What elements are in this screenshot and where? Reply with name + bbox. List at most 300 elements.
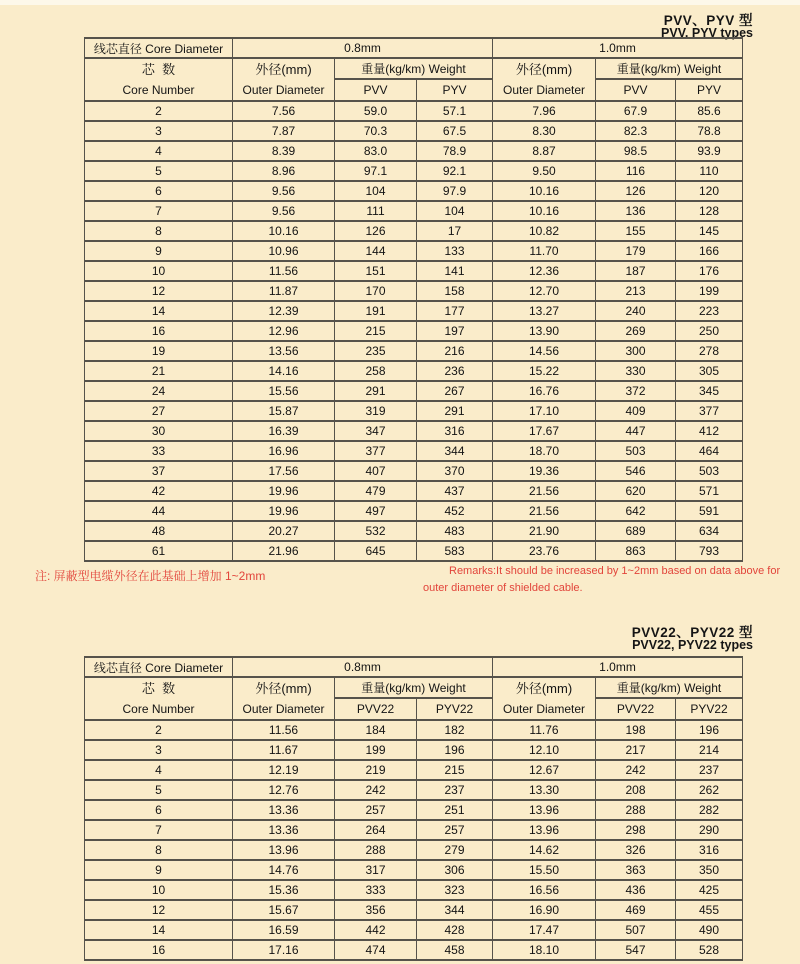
table-cell: 170 <box>335 281 417 301</box>
table-cell: 12.10 <box>493 740 596 760</box>
table-row <box>85 840 743 860</box>
header-size-1-0mm: 1.0mm <box>493 38 743 58</box>
table-cell: 242 <box>596 760 676 780</box>
table-row <box>85 780 743 800</box>
table-cell: 98.5 <box>596 141 676 161</box>
table-cell: 27 <box>85 401 233 421</box>
table-cell: 187 <box>596 261 676 281</box>
table-cell: 179 <box>596 241 676 261</box>
header-pvv-a: PVV <box>335 79 417 101</box>
table-cell: 184 <box>335 720 417 740</box>
table-row <box>85 481 743 501</box>
table-cell: 111 <box>335 201 417 221</box>
table-cell: 455 <box>676 900 743 920</box>
table-cell: 16.39 <box>233 421 335 441</box>
table-cell: 278 <box>676 341 743 361</box>
table-cell: 16.56 <box>493 880 596 900</box>
table2-body <box>85 720 743 960</box>
table-row <box>85 900 743 920</box>
table-cell: 689 <box>596 521 676 541</box>
header-outer-diameter-a-en: Outer Diameter <box>242 82 325 97</box>
table-cell: 18.10 <box>493 940 596 960</box>
table-cell: 9 <box>85 241 233 261</box>
table-cell: 217 <box>596 740 676 760</box>
table-cell: 15.56 <box>233 381 335 401</box>
table-cell: 474 <box>335 940 417 960</box>
table-cell: 57.1 <box>417 101 493 121</box>
table-cell: 344 <box>417 900 493 920</box>
table-cell: 11.67 <box>233 740 335 760</box>
table-cell: 370 <box>417 461 493 481</box>
table-cell: 282 <box>676 800 743 820</box>
table-row <box>85 321 743 341</box>
table-cell: 10.96 <box>233 241 335 261</box>
table-cell: 208 <box>596 780 676 800</box>
table-cell: 19 <box>85 341 233 361</box>
table-cell: 10 <box>85 261 233 281</box>
table-cell: 8.39 <box>233 141 335 161</box>
table-row <box>85 121 743 141</box>
table-cell: 93.9 <box>676 141 743 161</box>
table-cell: 251 <box>417 800 493 820</box>
table-cell: 319 <box>335 401 417 421</box>
table-cell: 532 <box>335 521 417 541</box>
table-cell: 8.96 <box>233 161 335 181</box>
table-cell: 144 <box>335 241 417 261</box>
table-cell: 9.50 <box>493 161 596 181</box>
table-cell: 18.70 <box>493 441 596 461</box>
table-cell: 4 <box>85 141 233 161</box>
header-row-sizes <box>85 38 743 58</box>
table-cell: 44 <box>85 501 233 521</box>
table-cell: 166 <box>676 241 743 261</box>
table-cell: 19.96 <box>233 481 335 501</box>
table-cell: 377 <box>676 401 743 421</box>
table-cell: 83.0 <box>335 141 417 161</box>
table-row <box>85 421 743 441</box>
table-cell: 257 <box>417 820 493 840</box>
table-cell: 11.56 <box>233 261 335 281</box>
header-size-0-8mm: 0.8mm <box>233 38 493 58</box>
note-en: Remarks:It should be increased by 1~2mm based on data above for outer diameter of shielded cable. <box>423 565 781 594</box>
table-cell: 528 <box>676 940 743 960</box>
table-cell: 269 <box>596 321 676 341</box>
table-cell: 583 <box>417 541 493 561</box>
table-cell: 48 <box>85 521 233 541</box>
table-cell: 199 <box>676 281 743 301</box>
header-outer-diameter-a-zh: 外径(mm) <box>255 680 312 696</box>
table-cell: 10.16 <box>493 181 596 201</box>
header-row-sizes <box>85 657 743 677</box>
spec-table-pvv-pyv <box>84 37 743 562</box>
table-cell: 8 <box>85 221 233 241</box>
table-cell: 291 <box>417 401 493 421</box>
table-cell: 288 <box>596 800 676 820</box>
header-core-number <box>85 677 233 720</box>
table-cell: 223 <box>676 301 743 321</box>
table-cell: 12.96 <box>233 321 335 341</box>
table-row <box>85 880 743 900</box>
table-cell: 436 <box>596 880 676 900</box>
table-cell: 7.87 <box>233 121 335 141</box>
header-weight-b: 重量(kg/km) Weight <box>596 58 743 79</box>
table-cell: 215 <box>417 760 493 780</box>
table-row <box>85 541 743 561</box>
table-cell: 326 <box>596 840 676 860</box>
table-row <box>85 521 743 541</box>
table-cell: 257 <box>335 800 417 820</box>
table-cell: 214 <box>676 740 743 760</box>
table-cell: 591 <box>676 501 743 521</box>
table-cell: 258 <box>335 361 417 381</box>
table-cell: 793 <box>676 541 743 561</box>
table-cell: 15.36 <box>233 880 335 900</box>
table-cell: 216 <box>417 341 493 361</box>
table-cell: 15.22 <box>493 361 596 381</box>
table-cell: 356 <box>335 900 417 920</box>
table-cell: 158 <box>417 281 493 301</box>
header-outer-diameter-b-en: Outer Diameter <box>502 701 586 716</box>
table-cell: 642 <box>596 501 676 521</box>
table-cell: 15.50 <box>493 860 596 880</box>
table-cell: 199 <box>335 740 417 760</box>
table-cell: 571 <box>676 481 743 501</box>
header-outer-diameter-b <box>493 58 596 101</box>
table-cell: 412 <box>676 421 743 441</box>
table-cell: 8 <box>85 840 233 860</box>
table-row <box>85 161 743 181</box>
header-outer-diameter-a <box>233 677 335 720</box>
table-cell: 350 <box>676 860 743 880</box>
table-cell: 409 <box>596 401 676 421</box>
table-cell: 17.10 <box>493 401 596 421</box>
table-cell: 9.56 <box>233 181 335 201</box>
table-cell: 21 <box>85 361 233 381</box>
table-cell: 16.96 <box>233 441 335 461</box>
table-cell: 863 <box>596 541 676 561</box>
table-cell: 7.56 <box>233 101 335 121</box>
table-cell: 4 <box>85 760 233 780</box>
table-cell: 37 <box>85 461 233 481</box>
table1-title-zh: PVV、PYV 型 <box>663 13 753 28</box>
header-size-0-8mm: 0.8mm <box>233 657 493 677</box>
table-cell: 59.0 <box>335 101 417 121</box>
table-cell: 219 <box>335 760 417 780</box>
table-cell: 11.56 <box>233 720 335 740</box>
table-cell: 23.76 <box>493 541 596 561</box>
table-row <box>85 740 743 760</box>
table-cell: 10 <box>85 880 233 900</box>
table-cell: 197 <box>417 321 493 341</box>
table-cell: 16 <box>85 940 233 960</box>
table-cell: 17 <box>417 221 493 241</box>
table-cell: 333 <box>335 880 417 900</box>
table-cell: 503 <box>596 441 676 461</box>
header-weight-b: 重量(kg/km) Weight <box>596 677 743 698</box>
table-cell: 14.56 <box>493 341 596 361</box>
table-cell: 177 <box>417 301 493 321</box>
table-cell: 14.62 <box>493 840 596 860</box>
table-cell: 11.70 <box>493 241 596 261</box>
table-row <box>85 361 743 381</box>
table-cell: 6 <box>85 800 233 820</box>
table-cell: 12.70 <box>493 281 596 301</box>
header-weight-a: 重量(kg/km) Weight <box>335 677 493 698</box>
table-cell: 425 <box>676 880 743 900</box>
table-row <box>85 461 743 481</box>
header-row-groups <box>85 58 743 79</box>
table-cell: 182 <box>417 720 493 740</box>
table1-body <box>85 101 743 561</box>
table-row <box>85 381 743 401</box>
table-cell: 141 <box>417 261 493 281</box>
table-row <box>85 860 743 880</box>
table-cell: 13.27 <box>493 301 596 321</box>
table-cell: 634 <box>676 521 743 541</box>
table-cell: 17.16 <box>233 940 335 960</box>
table-cell: 305 <box>676 361 743 381</box>
table-cell: 85.6 <box>676 101 743 121</box>
header-core-diameter: 线芯直径 Core Diameter <box>85 38 233 58</box>
table-cell: 97.1 <box>335 161 417 181</box>
table-cell: 21.90 <box>493 521 596 541</box>
table-cell: 469 <box>596 900 676 920</box>
table-cell: 288 <box>335 840 417 860</box>
header-pyv-b: PYV <box>676 79 743 101</box>
table-cell: 67.5 <box>417 121 493 141</box>
table-cell: 9.56 <box>233 201 335 221</box>
table-cell: 497 <box>335 501 417 521</box>
table-cell: 136 <box>596 201 676 221</box>
table-row <box>85 441 743 461</box>
table-cell: 316 <box>676 840 743 860</box>
table-cell: 306 <box>417 860 493 880</box>
table-cell: 291 <box>335 381 417 401</box>
header-pvv22-a: PVV22 <box>335 698 417 720</box>
header-core-number-zh: 芯 数 <box>141 680 176 696</box>
table-cell: 11.76 <box>493 720 596 740</box>
table-row <box>85 940 743 960</box>
table-cell: 13.30 <box>493 780 596 800</box>
table-cell: 13.96 <box>233 840 335 860</box>
table-cell: 8.87 <box>493 141 596 161</box>
table-cell: 92.1 <box>417 161 493 181</box>
table-cell: 7.96 <box>493 101 596 121</box>
table-cell: 10.82 <box>493 221 596 241</box>
table-row <box>85 341 743 361</box>
table-cell: 17.67 <box>493 421 596 441</box>
table-row <box>85 241 743 261</box>
table-cell: 242 <box>335 780 417 800</box>
table-cell: 12 <box>85 900 233 920</box>
table-cell: 14 <box>85 920 233 940</box>
header-outer-diameter-b-zh: 外径(mm) <box>515 680 573 696</box>
table-cell: 110 <box>676 161 743 181</box>
table2-title-en: PVV22, PYV22 types <box>632 638 753 652</box>
table-cell: 198 <box>596 720 676 740</box>
table-cell: 15.87 <box>233 401 335 421</box>
table-cell: 145 <box>676 221 743 241</box>
table-cell: 7 <box>85 820 233 840</box>
table-cell: 20.27 <box>233 521 335 541</box>
header-core-number-en: Core Number <box>122 82 195 97</box>
header-core-number <box>85 58 233 101</box>
table-cell: 452 <box>417 501 493 521</box>
table-row <box>85 201 743 221</box>
table-cell: 344 <box>417 441 493 461</box>
table-cell: 33 <box>85 441 233 461</box>
header-pvv22-b: PVV22 <box>596 698 676 720</box>
table-cell: 120 <box>676 181 743 201</box>
table-cell: 2 <box>85 720 233 740</box>
table-cell: 12 <box>85 281 233 301</box>
table-cell: 17.47 <box>493 920 596 940</box>
table-cell: 10.16 <box>233 221 335 241</box>
table-cell: 317 <box>335 860 417 880</box>
table-cell: 133 <box>417 241 493 261</box>
table-cell: 12.67 <box>493 760 596 780</box>
header-core-number-en: Core Number <box>122 701 195 716</box>
table-row <box>85 261 743 281</box>
table2-title-zh: PVV22、PYV22 型 <box>631 625 753 640</box>
table-cell: 347 <box>335 421 417 441</box>
table-cell: 24 <box>85 381 233 401</box>
table-cell: 21.96 <box>233 541 335 561</box>
table-cell: 546 <box>596 461 676 481</box>
table-row <box>85 800 743 820</box>
table-cell: 442 <box>335 920 417 940</box>
table-cell: 17.56 <box>233 461 335 481</box>
table-cell: 16 <box>85 321 233 341</box>
table-cell: 215 <box>335 321 417 341</box>
table-cell: 61 <box>85 541 233 561</box>
table-row <box>85 760 743 780</box>
header-outer-diameter-a-zh: 外径(mm) <box>255 61 312 77</box>
table-cell: 300 <box>596 341 676 361</box>
table-cell: 78.9 <box>417 141 493 161</box>
table-cell: 5 <box>85 161 233 181</box>
table-cell: 290 <box>676 820 743 840</box>
table-cell: 82.3 <box>596 121 676 141</box>
table1-title-en: PVV, PYV types <box>661 26 753 40</box>
table-cell: 330 <box>596 361 676 381</box>
table-cell: 547 <box>596 940 676 960</box>
page-top-strip <box>0 0 800 5</box>
table-cell: 458 <box>417 940 493 960</box>
table-cell: 279 <box>417 840 493 860</box>
table-cell: 262 <box>676 780 743 800</box>
table-cell: 104 <box>417 201 493 221</box>
table-cell: 128 <box>676 201 743 221</box>
table-cell: 235 <box>335 341 417 361</box>
table-cell: 479 <box>335 481 417 501</box>
table-cell: 237 <box>417 780 493 800</box>
table-cell: 176 <box>676 261 743 281</box>
header-pyv22-a: PYV22 <box>417 698 493 720</box>
table-cell: 151 <box>335 261 417 281</box>
table-cell: 21.56 <box>493 481 596 501</box>
table-cell: 14 <box>85 301 233 321</box>
table-cell: 16.90 <box>493 900 596 920</box>
table-cell: 407 <box>335 461 417 481</box>
table-cell: 447 <box>596 421 676 441</box>
table-cell: 126 <box>596 181 676 201</box>
table-cell: 116 <box>596 161 676 181</box>
table-cell: 42 <box>85 481 233 501</box>
table-row <box>85 920 743 940</box>
header-weight-a: 重量(kg/km) Weight <box>335 58 493 79</box>
table-cell: 437 <box>417 481 493 501</box>
table-cell: 428 <box>417 920 493 940</box>
table-cell: 316 <box>417 421 493 441</box>
table-cell: 8.30 <box>493 121 596 141</box>
table-cell: 13.96 <box>493 800 596 820</box>
table-row <box>85 101 743 121</box>
note-zh: 注: 屏蔽型电缆外径在此基础上增加 1~2mm <box>35 569 266 583</box>
table-cell: 14.16 <box>233 361 335 381</box>
table-cell: 264 <box>335 820 417 840</box>
table-cell: 240 <box>596 301 676 321</box>
header-pvv-b: PVV <box>596 79 676 101</box>
table-cell: 196 <box>676 720 743 740</box>
table-cell: 9 <box>85 860 233 880</box>
table-cell: 14.76 <box>233 860 335 880</box>
table-row <box>85 820 743 840</box>
table-cell: 97.9 <box>417 181 493 201</box>
table-cell: 12.76 <box>233 780 335 800</box>
header-pyv22-b: PYV22 <box>676 698 743 720</box>
table-cell: 191 <box>335 301 417 321</box>
table-cell: 12.39 <box>233 301 335 321</box>
header-row-groups <box>85 677 743 698</box>
table-cell: 11.87 <box>233 281 335 301</box>
table-cell: 10.16 <box>493 201 596 221</box>
table-cell: 236 <box>417 361 493 381</box>
table-cell: 13.96 <box>493 820 596 840</box>
table-cell: 250 <box>676 321 743 341</box>
table-cell: 6 <box>85 181 233 201</box>
table-cell: 3 <box>85 121 233 141</box>
table-cell: 16.59 <box>233 920 335 940</box>
table-cell: 19.96 <box>233 501 335 521</box>
header-size-1-0mm: 1.0mm <box>493 657 743 677</box>
table-cell: 13.56 <box>233 341 335 361</box>
table-cell: 7 <box>85 201 233 221</box>
table-cell: 345 <box>676 381 743 401</box>
table-cell: 13.90 <box>493 321 596 341</box>
header-outer-diameter-b-zh: 外径(mm) <box>515 61 573 77</box>
table-cell: 620 <box>596 481 676 501</box>
table-row <box>85 281 743 301</box>
table-cell: 2 <box>85 101 233 121</box>
table-cell: 464 <box>676 441 743 461</box>
table-cell: 323 <box>417 880 493 900</box>
table-cell: 483 <box>417 521 493 541</box>
table-cell: 3 <box>85 740 233 760</box>
header-core-number-zh: 芯 数 <box>141 61 176 77</box>
header-outer-diameter-b-en: Outer Diameter <box>502 82 586 97</box>
header-outer-diameter-a <box>233 58 335 101</box>
table-cell: 12.36 <box>493 261 596 281</box>
header-outer-diameter-a-en: Outer Diameter <box>242 701 325 716</box>
table-cell: 126 <box>335 221 417 241</box>
header-pyv-a: PYV <box>417 79 493 101</box>
table-cell: 67.9 <box>596 101 676 121</box>
spec-table-pvv22-pyv22 <box>84 656 743 961</box>
table-row <box>85 501 743 521</box>
table-row <box>85 141 743 161</box>
table-cell: 19.36 <box>493 461 596 481</box>
